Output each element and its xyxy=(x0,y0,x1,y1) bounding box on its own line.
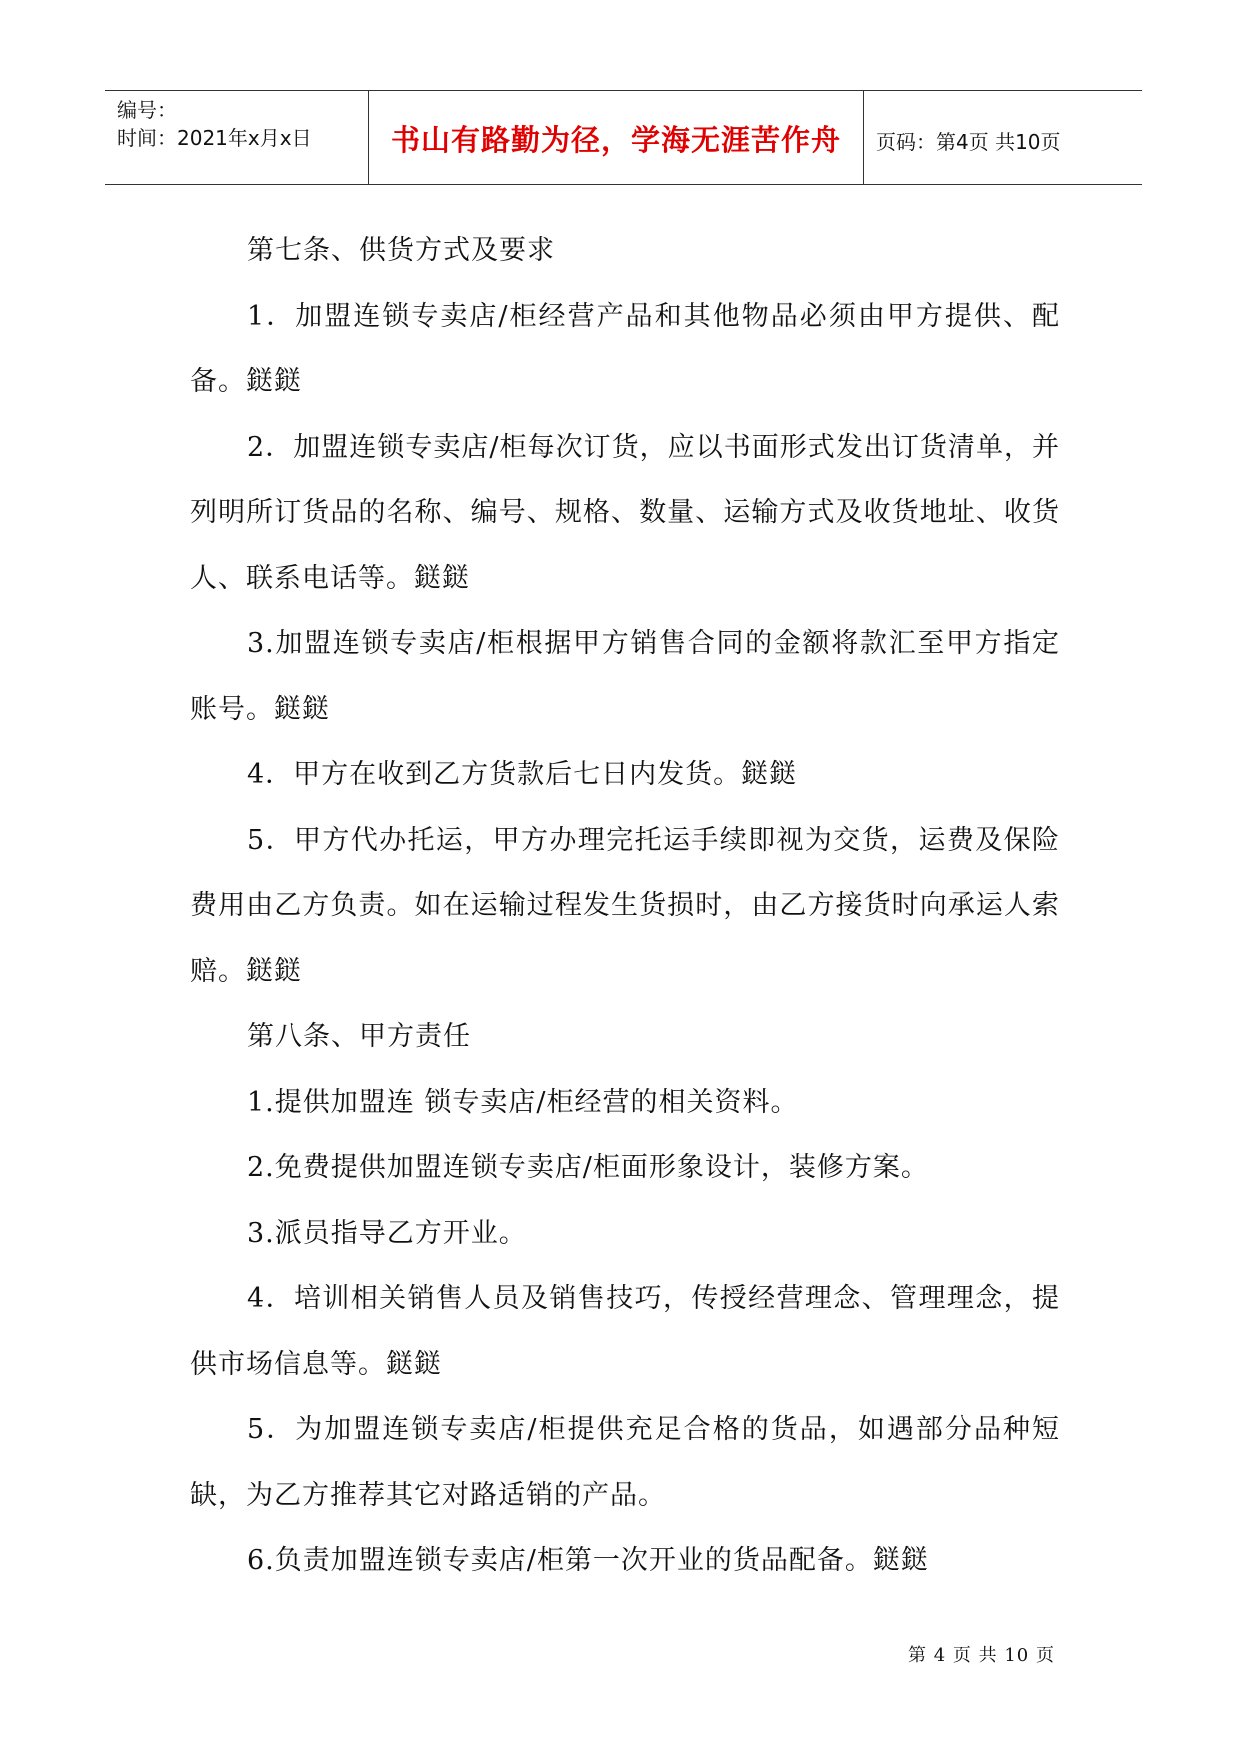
article-7-heading: 第七条、供货方式及要求 xyxy=(247,235,555,266)
header-page-number: 页码：第4页 共10页 xyxy=(876,130,1061,154)
article-8-item-1: 1.提供加盟连 锁专卖店/柜经营的相关资料。 xyxy=(247,1086,799,1118)
article-7-item-4: 4．甲方在收到乙方货款后七日内发货。鎹鎹 xyxy=(247,759,798,790)
header-left-cell xyxy=(105,91,367,184)
document-body xyxy=(190,218,1060,1594)
document-date: 时间：2021年x月x日 xyxy=(117,126,312,150)
header-middle-cell xyxy=(368,91,864,184)
article-7-item-5: 5．甲方代办托运，甲方办理完托运手续即视为交货，运费及保险费用由乙方负责。如在运输过程发生货损时，由乙方接货时向承运人索赔。鎹鎹 xyxy=(190,824,1060,987)
article-8-item-2: 2.免费提供加盟连锁专卖店/柜面形象设计，装修方案。 xyxy=(247,1152,929,1183)
article-8-item-5: 5．为加盟连锁专卖店/柜提供充足合格的货品，如遇部分品种短缺，为乙方推荐其它对路适销的产品。 xyxy=(190,1414,1060,1511)
page-footer: 第 4 页 共 10 页 xyxy=(908,1645,1055,1666)
document-number-label: 编号： xyxy=(117,98,177,122)
article-8-item-6: 6.负责加盟连锁专卖店/柜第一次开业的货品配备。鎹鎹 xyxy=(247,1545,929,1576)
article-7-item-1: 1．加盟连锁专卖店/柜经营产品和其他物品必须由甲方提供、配备。鎹鎹 xyxy=(190,300,1060,397)
header-right-cell xyxy=(864,91,1142,184)
header-motto: 书山有路勤为径，学海无涯苦作舟 xyxy=(390,123,841,157)
page-header xyxy=(105,90,1142,185)
article-7-item-3: 3.加盟连锁专卖店/柜根据甲方销售合同的金额将款汇至甲方指定账号。鎹鎹 xyxy=(190,628,1060,725)
article-7-item-2: 2．加盟连锁专卖店/柜每次订货，应以书面形式发出订货清单，并列明所订货品的名称、编号、规格、数量、运输方式及收货地址、收货人、联系电话等。鎹鎹 xyxy=(190,431,1060,594)
article-8-item-4: 4．培训相关销售人员及销售技巧，传授经营理念、管理理念，提供市场信息等。鎹鎹 xyxy=(190,1283,1060,1380)
article-8-item-3: 3.派员指导乙方开业。 xyxy=(247,1217,527,1249)
article-8-heading: 第八条、甲方责任 xyxy=(247,1021,471,1052)
